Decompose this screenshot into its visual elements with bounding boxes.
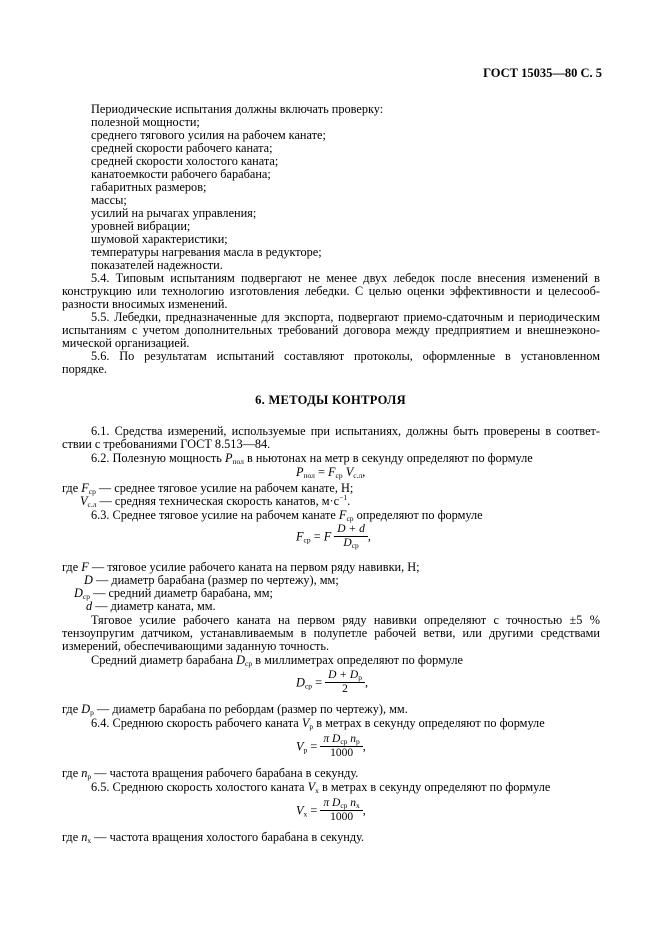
paragraph-text: 6.5. Среднюю скорость холостого каната — [91, 780, 305, 794]
subscript: р — [90, 708, 94, 717]
paragraph-5-6-line: порядке. — [62, 362, 107, 376]
punctuation: , — [364, 675, 369, 690]
where-line — [62, 702, 408, 716]
where-line — [62, 560, 420, 574]
subscript: р — [303, 745, 308, 755]
dash: — — [91, 560, 105, 574]
punctuation: , — [362, 739, 366, 754]
periodic-item: среднего тягового усилия на рабочем канате; — [91, 128, 326, 142]
symbol: F — [81, 481, 89, 495]
subscript: х — [315, 786, 319, 795]
formula-mean-diameter — [296, 670, 368, 697]
dash: — — [99, 494, 112, 508]
subscript: ср — [340, 801, 348, 810]
denominator: 2 — [342, 683, 348, 695]
where-line — [62, 830, 364, 844]
definition-text: тяговое усилие рабочего каната на первом ряду навивки, Н; — [107, 560, 420, 574]
periodic-item: средней скорости холостого каната; — [91, 154, 279, 168]
definition-text: диаметр барабана по ребордам (размер по чертежу), мм. — [112, 702, 408, 716]
where-label: где — [62, 702, 79, 716]
symbol: V — [296, 739, 304, 754]
paragraph-text: в метрах в секунду определяют по формуле — [321, 780, 551, 794]
symbol: V — [301, 716, 310, 730]
symbol: F — [296, 529, 304, 544]
periodic-item: канатоемкости рабочего барабана; — [91, 167, 271, 181]
dash: — — [93, 586, 106, 600]
numerator — [320, 797, 362, 811]
tension-paragraph-line: измерений, обеспечивающими заданную точность. — [62, 639, 330, 653]
mean-diameter-paragraph — [91, 653, 463, 667]
paragraph-5-4-line: 5.4. Типовым испытаниям подвергают не менее двух лебедок после внесения изменений в — [91, 271, 600, 285]
punctuation: , — [362, 803, 366, 818]
subscript: х — [356, 801, 360, 810]
symbol: P — [224, 451, 233, 465]
paragraph-text: 6.3. Среднее тяговое усилие на рабочем канате — [91, 508, 336, 522]
symbol: V — [345, 465, 354, 479]
dash: — — [94, 766, 107, 780]
symbol: P — [296, 465, 304, 479]
subscript: ср — [82, 592, 90, 601]
symbol: V — [296, 803, 304, 818]
subscript: пол — [232, 457, 244, 466]
subscript: ср — [335, 471, 343, 480]
subscript: р — [309, 722, 314, 731]
symbol: D — [74, 586, 83, 600]
where-label: где — [62, 560, 79, 574]
periodic-item: уровней вибрации; — [91, 219, 191, 233]
paragraph-5-5-line: мической организацией. — [62, 336, 190, 350]
where-line — [62, 766, 358, 780]
paragraph-5-4-line: конструкцию или технологию изготовления лебедки. С целью оценки эффективности и целесооб- — [62, 284, 600, 298]
paragraph-text: Средний диаметр барабана — [91, 653, 234, 667]
dash: — — [98, 481, 112, 495]
dash: — — [94, 830, 107, 844]
symbol: n — [81, 766, 88, 780]
definition-text: средний диаметр барабана, мм; — [108, 586, 273, 600]
definition-text: частота вращения рабочего барабана в секунду. — [109, 766, 359, 780]
subscript: ср — [346, 514, 354, 523]
formula-idle-rope-speed — [296, 798, 366, 825]
where-line — [74, 586, 273, 600]
symbol: n — [81, 830, 88, 844]
paragraph-6-1-line: 6.1. Средства измерений, используемые при испытаниях, должны быть проверены в соответ- — [91, 424, 600, 438]
where-label: где — [62, 766, 79, 780]
paragraph-text: в миллиметрах определяют по формуле — [255, 653, 463, 667]
paragraph-6-3 — [91, 508, 483, 522]
tension-paragraph-line: тензоупругим датчиком, устанавливаемым в полупетле рабочей ветви, или другими средствами — [62, 626, 600, 640]
fraction — [320, 733, 362, 760]
symbol: F — [81, 560, 89, 574]
equals-sign: = — [313, 529, 321, 544]
definition-text: средняя техническая скорость канатов, м·с — [114, 494, 340, 508]
dash: — — [95, 573, 109, 587]
dash: — — [95, 599, 108, 613]
symbol: F — [338, 508, 347, 522]
symbol: V — [307, 780, 316, 794]
symbol: d — [86, 599, 93, 613]
subscript: пол — [303, 471, 315, 480]
symbol: π D — [323, 797, 341, 809]
punctuation: . — [347, 494, 351, 508]
where-label: где — [62, 830, 79, 844]
subscript: ср — [340, 737, 348, 746]
periodic-item: габаритных размеров; — [91, 180, 207, 194]
numerator — [325, 669, 365, 683]
paragraph-6-1-line: ствии с требованиями ГОСТ 8.513—84. — [62, 437, 271, 451]
paragraph-6-5 — [91, 780, 550, 794]
symbol: F — [323, 529, 332, 544]
paragraph-text: 6.2. Полезную мощность — [91, 451, 222, 465]
subscript: х — [303, 809, 308, 819]
numerator: D + d — [334, 523, 368, 537]
subscript: с.л — [87, 500, 97, 509]
paragraph-text: в метрах в секунду определяют по формуле — [316, 716, 545, 730]
symbol: n — [350, 733, 357, 745]
symbol: D — [296, 675, 305, 690]
periodic-item: температуры нагревания масла в редукторе; — [91, 245, 322, 259]
symbol: D + D — [328, 669, 359, 681]
subscript: ср — [245, 659, 253, 668]
periodic-item: показателей надежности. — [91, 258, 223, 272]
periodic-item: усилий на рычагах управления; — [91, 206, 257, 220]
subscript: с.л — [353, 471, 363, 480]
where-line — [80, 494, 350, 508]
definition-text: среднее тяговое усилие на рабочем канате, Н; — [114, 481, 354, 495]
periodic-item: массы; — [91, 193, 127, 207]
section-title: 6. МЕТОДЫ КОНТРОЛЯ — [255, 393, 406, 407]
equals-sign: = — [310, 739, 318, 754]
punctuation: , — [362, 465, 366, 479]
where-line — [62, 481, 353, 495]
equals-sign: = — [310, 803, 318, 818]
subscript: р — [87, 772, 92, 781]
where-label: где — [62, 481, 79, 495]
subscript: р — [358, 673, 362, 682]
superscript: −1 — [339, 493, 348, 502]
denominator: 1000 — [330, 747, 354, 759]
symbol: D — [343, 537, 352, 549]
paragraph-5-4-line: разности вносимых изменений. — [62, 297, 228, 311]
definition-text: частота вращения холостого барабана в секунду. — [109, 830, 365, 844]
denominator: 1000 — [330, 811, 354, 823]
paragraph-text: определяют по формуле — [356, 508, 483, 522]
paragraph-5-5-line: 5.5. Лебедки, предназначенные для экспорта, подвергают приемо-сдаточным и периодическим — [91, 310, 600, 324]
where-line — [86, 599, 216, 613]
page-header: ГОСТ 15035—80 С. 5 — [483, 66, 602, 80]
numerator — [320, 733, 362, 747]
paragraph-6-2 — [91, 451, 533, 465]
denominator — [334, 537, 368, 550]
definition-text: диаметр каната, мм. — [110, 599, 216, 613]
fraction — [320, 797, 362, 824]
symbol: F — [328, 465, 336, 479]
tension-paragraph-line: Тяговое усилие рабочего каната на первом ряду навивки определяют с точностью ±5 % — [91, 613, 600, 627]
formula-working-rope-speed — [296, 734, 366, 761]
symbol: n — [350, 797, 357, 809]
equals-sign: = — [318, 465, 325, 479]
definition-text: диаметр барабана (размер по чертежу), мм; — [111, 573, 339, 587]
symbol: π D — [323, 733, 341, 745]
equals-sign: = — [315, 675, 322, 690]
symbol: D — [81, 702, 91, 716]
periodic-item: шумовой характеристики; — [91, 232, 228, 246]
symbol: D — [84, 573, 93, 587]
periodic-item: полезной мощности; — [91, 115, 200, 129]
subscript: ср — [88, 487, 96, 496]
fraction — [325, 669, 365, 696]
formula-useful-power — [296, 465, 365, 480]
periodic-item: средней скорости рабочего каната; — [91, 141, 273, 155]
symbol: D — [236, 653, 246, 667]
subscript: х — [87, 836, 92, 845]
subscript: ср — [304, 681, 312, 691]
dash: — — [96, 702, 110, 716]
subscript: ср — [303, 535, 311, 545]
where-line — [84, 573, 339, 587]
periodic-intro: Периодические испытания должны включать проверку: — [91, 102, 384, 116]
paragraph-5-6-line: 5.6. По результатам испытаний составляют протоколы, оформленные в установленном — [91, 349, 600, 363]
subscript: ср — [351, 541, 359, 550]
paragraph-5-5-line: испытаниям с учетом дополнительных требований договора между предприятием и внешнеэконо- — [62, 323, 600, 337]
formula-mean-tension — [296, 524, 371, 551]
symbol: V — [80, 494, 88, 508]
paragraph-text: 6.4. Среднюю скорость рабочего каната — [91, 716, 299, 730]
punctuation: , — [367, 529, 371, 544]
subscript: р — [356, 737, 360, 746]
paragraph-6-4 — [91, 716, 545, 730]
fraction — [334, 523, 368, 550]
paragraph-text: в ньютонах на метр в секунду определяют по формуле — [246, 451, 533, 465]
